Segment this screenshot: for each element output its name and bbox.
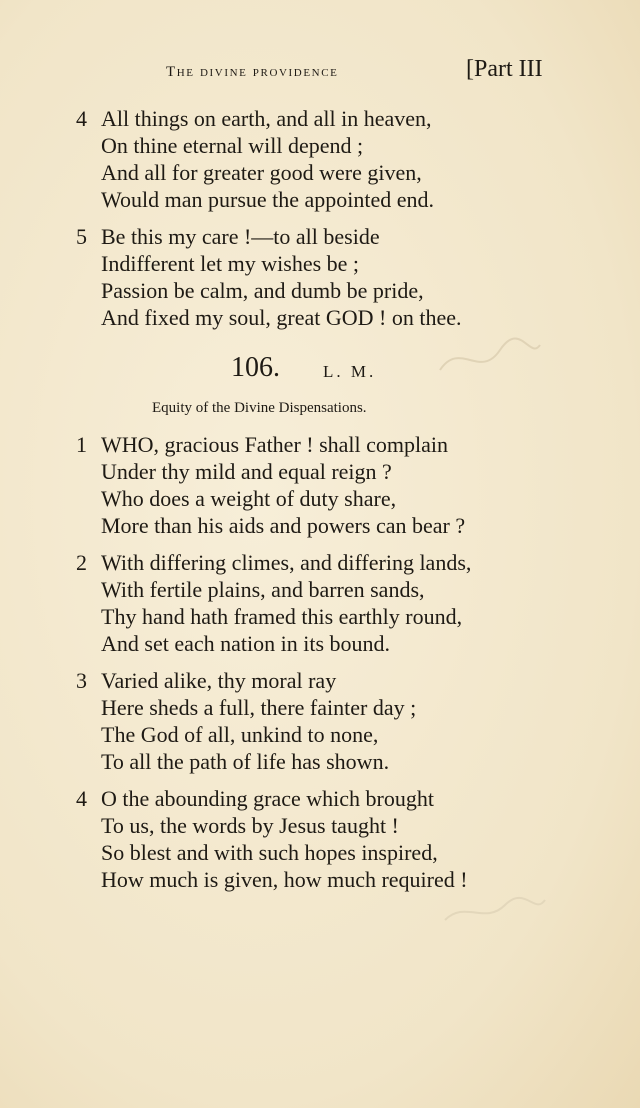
verse-line: Here sheds a full, there fainter day ; — [101, 695, 417, 720]
verse-line: And fixed my soul, great GOD ! on thee. — [101, 305, 462, 330]
verse-line: And all for greater good were given, — [101, 160, 422, 185]
verse-number: 4 — [76, 786, 87, 811]
verse-line: WHO, gracious Father ! shall complain — [101, 432, 449, 457]
verse-number: 3 — [76, 668, 87, 693]
page-header — [0, 56, 640, 92]
verse-number: 5 — [76, 224, 87, 249]
running-title: The divine providence — [166, 64, 339, 80]
verse-line: So blest and with such hopes inspired, — [101, 840, 438, 865]
verse-line: With differing climes, and differing lands, — [101, 550, 472, 575]
verse-line: More than his aids and powers can bear ? — [101, 513, 466, 538]
verse-line: And set each nation in its bound. — [101, 631, 391, 656]
verse-number: 1 — [76, 432, 87, 457]
verse-line: Who does a weight of duty share, — [101, 486, 397, 511]
verse-line: Indifferent let my wishes be ; — [101, 251, 360, 276]
part-label: [Part III — [466, 56, 543, 82]
verse-line: On thine eternal will depend ; — [101, 133, 364, 158]
verse-line: Under thy mild and equal reign ? — [101, 459, 392, 484]
verse-line: Thy hand hath framed this earthly round, — [101, 604, 463, 629]
verse-line: O the abounding grace which brought — [101, 786, 434, 811]
show-through-mark — [440, 890, 550, 930]
hymn-meter: L. M. — [323, 362, 377, 381]
hymn-number: 106. — [231, 352, 280, 383]
verse-line: With fertile plains, and barren sands, — [101, 577, 425, 602]
verse-line: How much is given, how much required ! — [101, 867, 468, 892]
verse-number: 4 — [76, 106, 87, 131]
verse-line: Passion be calm, and dumb be pride, — [101, 278, 424, 303]
verse-line: To all the path of life has shown. — [101, 749, 390, 774]
show-through-mark — [430, 330, 550, 390]
hymn-subtitle: Equity of the Divine Dispensations. — [152, 400, 367, 416]
verse-line: To us, the words by Jesus taught ! — [101, 813, 399, 838]
verse-number: 2 — [76, 550, 87, 575]
verse-line: All things on earth, and all in heaven, — [101, 106, 432, 131]
verse-line: Varied alike, thy moral ray — [101, 668, 337, 693]
verse-line: Be this my care !—to all beside — [101, 224, 380, 249]
verse-line: The God of all, unkind to none, — [101, 722, 379, 747]
verse-line: Would man pursue the appointed end. — [101, 187, 435, 212]
